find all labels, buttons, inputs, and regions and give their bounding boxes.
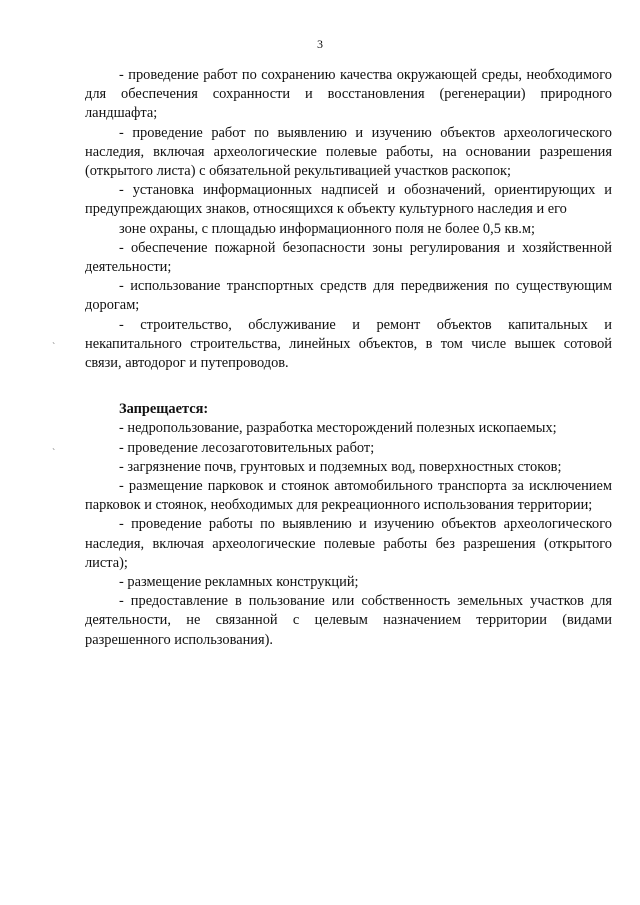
list-item: - проведение лесозаготовительных работ; <box>119 439 375 456</box>
allowed-list <box>85 66 612 373</box>
list-item: зоне охраны, с площадью информационного поля не более 0,5 кв.м; <box>119 220 535 237</box>
section-heading: Запрещается: <box>119 401 209 418</box>
document-body <box>85 66 612 650</box>
list-item: - загрязнение почв, грунтовых и подземных вод, поверхностных стоков; <box>119 458 562 475</box>
list-item: - использование транспортных средств для передвижения по существующим дорогам; <box>85 278 612 314</box>
list-item: - размещение рекламных конструкций; <box>119 574 359 591</box>
list-item: - строительство, обслуживание и ремонт объектов капитальных и некапитального строительства, линейных объектов, в том числе вышек сотовой связи, автодорог и путепроводов. <box>85 316 612 372</box>
list-item: - предоставление в пользование или собственность земельных участков для деятельности, не связанной с целевым назначением территории (видами разрешенного использования). <box>85 593 612 648</box>
page-number: 3 <box>317 37 323 51</box>
prohibited-list <box>85 419 612 649</box>
list-item: - обеспечение пожарной безопасности зоны регулирования и хозяйственной деятельности; <box>85 239 612 276</box>
list-item: - проведение работ по сохранению качества окружающей среды, необходимого для обеспечения сохранности и восстановления (регенерации) природного ландшафта; <box>85 67 612 122</box>
list-item: - установка информационных надписей и обозначений, ориентирующих и предупреждающих знаков, относящихся к объекту культурного наследия и его <box>85 182 612 218</box>
list-item: - недропользование, разработка месторождений полезных ископаемых; <box>119 420 557 437</box>
margin-mark: ` <box>52 448 56 459</box>
list-item: - проведение работы по выявлению и изучению объектов археологического наследия, включая археологические полевые работы без разрешения (открытого листа); <box>85 516 612 571</box>
list-item: - проведение работ по выявлению и изучению объектов археологического наследия, включая археологические полевые работы, на основании разрешения (открытого листа) с обязательной рекультивацией участков раскопок; <box>85 124 612 180</box>
margin-mark: ` <box>52 342 56 353</box>
list-item: - размещение парковок и стоянок автомобильного транспорта за исключением парковок и стоянок, необходимых для рекреационного использования территории; <box>85 478 612 514</box>
